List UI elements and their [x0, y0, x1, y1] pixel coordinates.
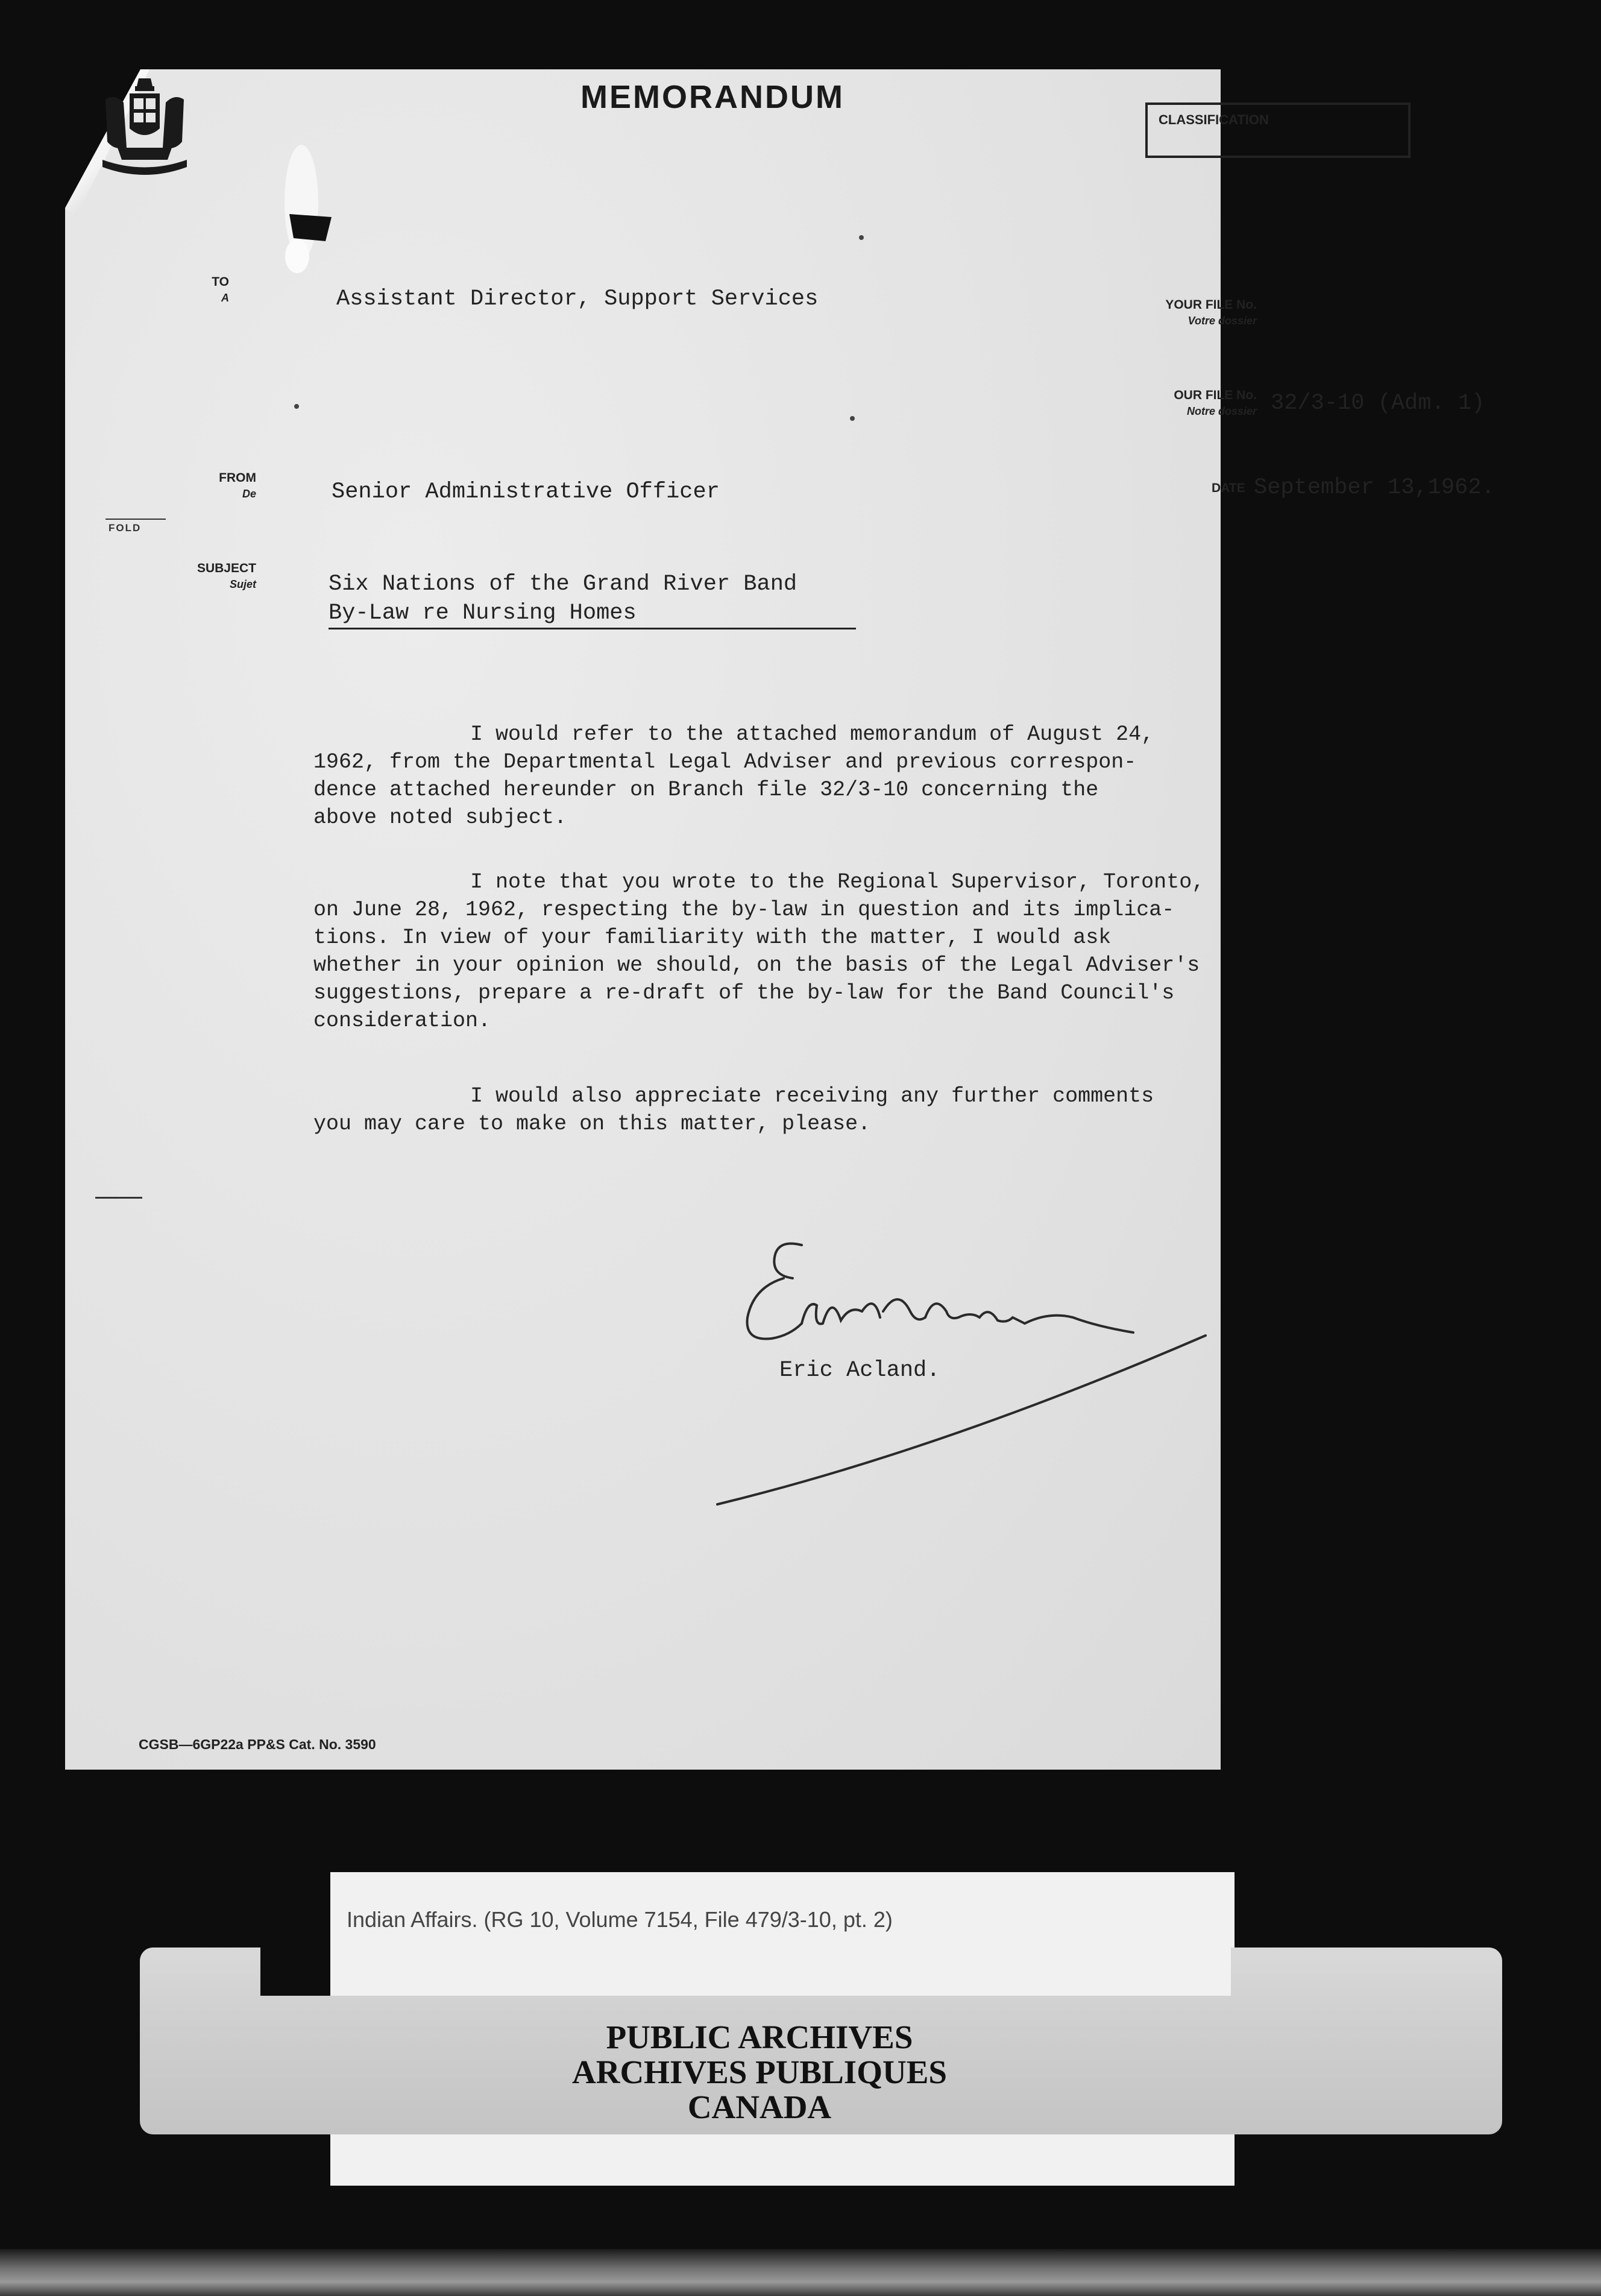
your-file-label	[1097, 297, 1257, 329]
body-line: suggestions, prepare a re-draft of the by-law for the Band Council's	[313, 981, 1175, 1005]
classification-label: CLASSIFICATION	[1159, 112, 1269, 127]
to-label-fr: A	[221, 292, 229, 304]
paper-blemish	[226, 124, 332, 280]
margin-dash	[95, 1197, 142, 1199]
our-file-label-fr: Notre dossier	[1186, 405, 1257, 417]
classification-box	[1145, 102, 1411, 158]
subject-label	[148, 561, 256, 592]
memo-title: MEMORANDUM	[580, 79, 845, 115]
body-line: above noted subject.	[313, 806, 567, 830]
body-line: I would refer to the attached memorandum of August 24,	[470, 722, 1154, 746]
to-recipient: Assistant Director, Support Services	[336, 286, 819, 312]
body-line: whether in your opinion we should, on the basis of the Legal Adviser's	[313, 953, 1200, 977]
body-line: on June 28, 1962, respecting the by-law in question and its implica-	[313, 898, 1175, 922]
form-code: CGSB—6GP22a PP&S Cat. No. 3590	[139, 1736, 376, 1752]
our-file-label-en: OUR FILE No.	[1174, 388, 1257, 402]
archive-line-3: CANADA	[687, 2089, 832, 2125]
archive-line-2: ARCHIVES PUBLIQUES	[572, 2054, 947, 2090]
fold-label: FOLD	[109, 522, 142, 534]
body-paragraph-2	[313, 868, 1429, 1035]
body-line: I note that you wrote to the Regional Supervisor, Toronto,	[470, 870, 1205, 894]
body-line: tions. In view of your familiarity with the matter, I would ask	[313, 926, 1112, 950]
date-label: DATE	[1212, 481, 1245, 495]
subject-underline	[329, 628, 856, 629]
film-edge-strip	[0, 2249, 1601, 2296]
body-line: consideration.	[313, 1009, 491, 1033]
subject-line-1: Six Nations of the Grand River Band	[329, 572, 797, 597]
from-label-en: FROM	[219, 471, 256, 485]
archive-stamp	[518, 2020, 1001, 2125]
paper-speck	[294, 404, 299, 409]
archive-line-1: PUBLIC ARCHIVES	[606, 2019, 913, 2055]
signatory-name: Eric Acland.	[779, 1358, 940, 1383]
paper-speck	[850, 416, 855, 421]
subject-label-fr: Sujet	[229, 578, 256, 590]
paper-speck	[859, 235, 864, 240]
from-sender: Senior Administrative Officer	[332, 479, 720, 505]
to-label-en: TO	[212, 275, 229, 289]
body-paragraph-3	[313, 1082, 1429, 1138]
fold-mark-line	[105, 519, 166, 520]
archive-caption: Indian Affairs. (RG 10, Volume 7154, File 479/3-10, pt. 2)	[347, 1907, 893, 1932]
body-line: dence attached hereunder on Branch file 32/3-10 concerning the	[313, 778, 1099, 802]
subject-line-2: By-Law re Nursing Homes	[329, 601, 637, 626]
our-file-label	[1097, 388, 1257, 419]
body-line: I would also appreciate receiving any further comments	[470, 1084, 1154, 1108]
to-label	[121, 274, 229, 306]
from-label	[148, 470, 256, 502]
body-line: you may care to make on this matter, please.	[313, 1112, 871, 1136]
your-file-label-en: YOUR FILE No.	[1165, 298, 1257, 312]
your-file-label-fr: Votre dossier	[1187, 315, 1257, 327]
body-line: 1962, from the Departmental Legal Adviser and previous correspon-	[313, 750, 1137, 774]
body-paragraph-1	[313, 721, 1429, 831]
from-label-fr: De	[242, 488, 256, 500]
coat-of-arms-icon	[96, 75, 193, 181]
subject-label-en: SUBJECT	[197, 561, 256, 575]
memo-date: September 13,1962.	[1254, 475, 1495, 500]
our-file-number: 32/3-10 (Adm. 1)	[1271, 391, 1485, 416]
